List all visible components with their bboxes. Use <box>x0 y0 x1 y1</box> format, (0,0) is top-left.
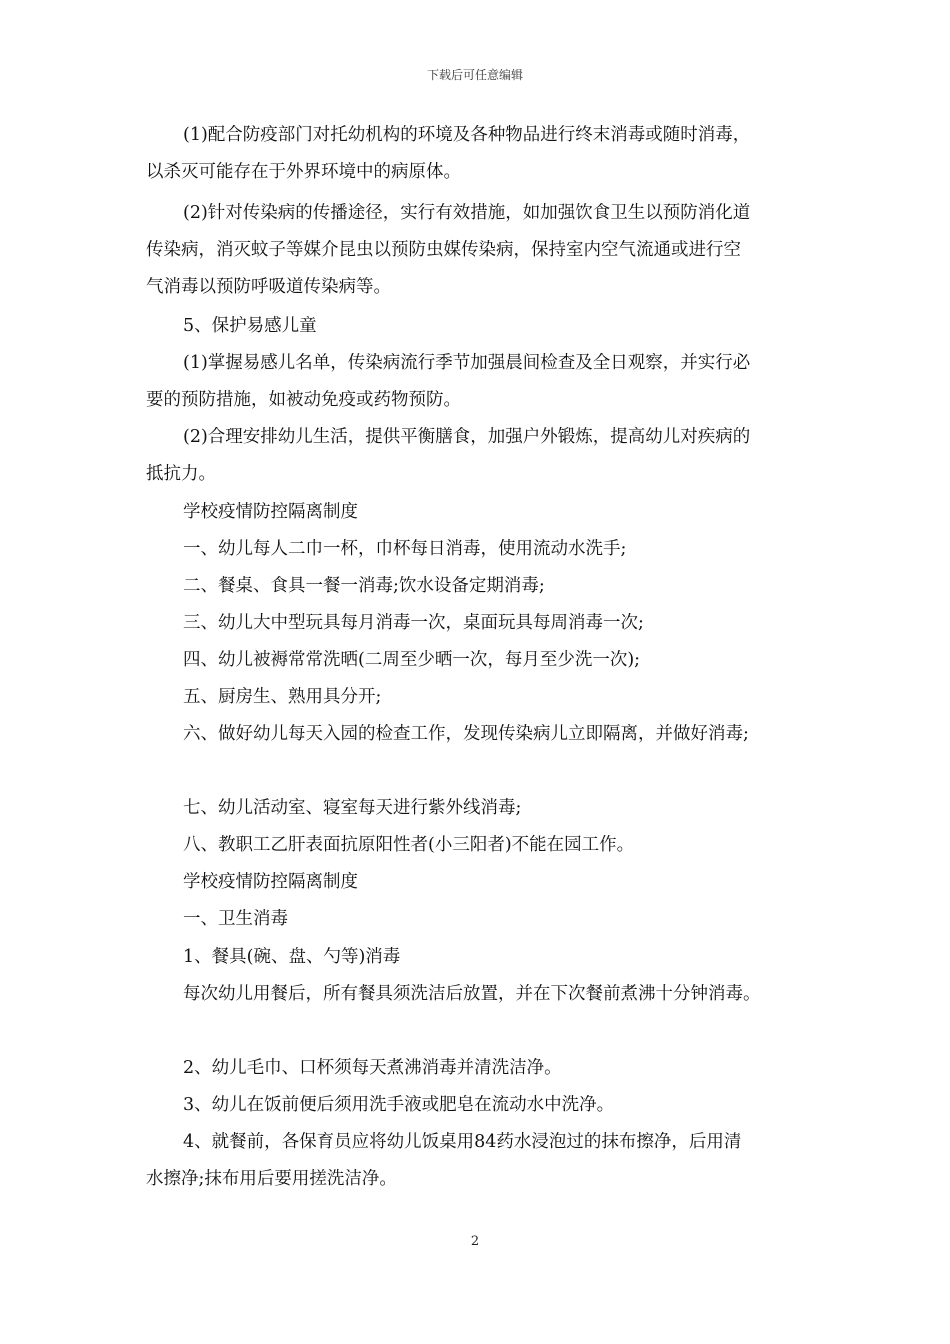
section-title-2: 学校疫情防控隔离制度 <box>183 872 358 892</box>
sub-heading-hygiene: 一、卫生消毒 <box>183 909 288 929</box>
text-line-5: 气消毒以预防呼吸道传染病等。 <box>146 277 391 297</box>
page-number: 2 <box>470 1234 480 1249</box>
text-line-23: 每次幼儿用餐后，所有餐具须洗洁后放置，并在下次餐前煮沸十分钟消毒。 <box>183 984 761 1004</box>
rule-item-3: 三、幼儿大中型玩具每月消毒一次，桌面玩具每周消毒一次; <box>183 613 644 633</box>
rule-item-4: 四、幼儿被褥常常洗晒(二周至少晒一次，每月至少洗一次); <box>183 650 641 670</box>
text-line-1: (1)配合防疫部门对托幼机构的环境及各种物品进行终末消毒或随时消毒， <box>183 125 751 145</box>
rule-item-5: 五、厨房生、熟用具分开; <box>183 687 382 707</box>
rule-item-6: 六、做好幼儿每天入园的检查工作，发现传染病儿立即隔离，并做好消毒; <box>183 724 749 744</box>
text-line-7: (1)掌握易感儿名单，传染病流行季节加强晨间检查及全日观察，并实行必 <box>183 353 751 373</box>
section-heading-5: 5、保护易感儿童 <box>183 316 317 336</box>
text-line-9: (2)合理安排幼儿生活，提供平衡膳食，加强户外锻炼，提高幼儿对疾病的 <box>183 427 751 447</box>
text-line-27: 水擦净;抹布用后要用搓洗洁净。 <box>146 1169 397 1189</box>
page-header: 下载后可任意编辑 <box>426 68 523 82</box>
item-4: 4、就餐前，各保育员应将幼儿饭桌用84药水浸泡过的抹布擦净，后用清 <box>183 1132 742 1152</box>
text-line-2: 以杀灭可能存在于外界环境中的病原体。 <box>146 162 461 182</box>
text-line-10: 抵抗力。 <box>146 464 216 484</box>
text-line-3: (2)针对传染病的传播途径，实行有效措施，如加强饮食卫生以预防消化道 <box>183 203 751 223</box>
section-title-1: 学校疫情防控隔离制度 <box>183 502 358 522</box>
item-heading-1: 1、餐具(碗、盘、勺等)消毒 <box>183 947 401 967</box>
rule-item-2: 二、餐桌、食具一餐一消毒;饮水设备定期消毒; <box>183 576 545 596</box>
text-line-4: 传染病，消灭蚊子等媒介昆虫以预防虫媒传染病，保持室内空气流通或进行空 <box>146 240 741 260</box>
item-3: 3、幼儿在饭前便后须用洗手液或肥皂在流动水中洗净。 <box>183 1095 615 1115</box>
rule-item-8: 八、教职工乙肝表面抗原阳性者(小三阳者)不能在园工作。 <box>183 835 635 855</box>
text-line-8: 要的预防措施，如被动免疫或药物预防。 <box>146 390 461 410</box>
item-2: 2、幼儿毛巾、口杯须每天煮沸消毒并清洗洁净。 <box>183 1058 562 1078</box>
rule-item-1: 一、幼儿每人二巾一杯，巾杯每日消毒，使用流动水洗手; <box>183 539 627 559</box>
rule-item-7: 七、幼儿活动室、寝室每天进行紫外线消毒; <box>183 798 522 818</box>
